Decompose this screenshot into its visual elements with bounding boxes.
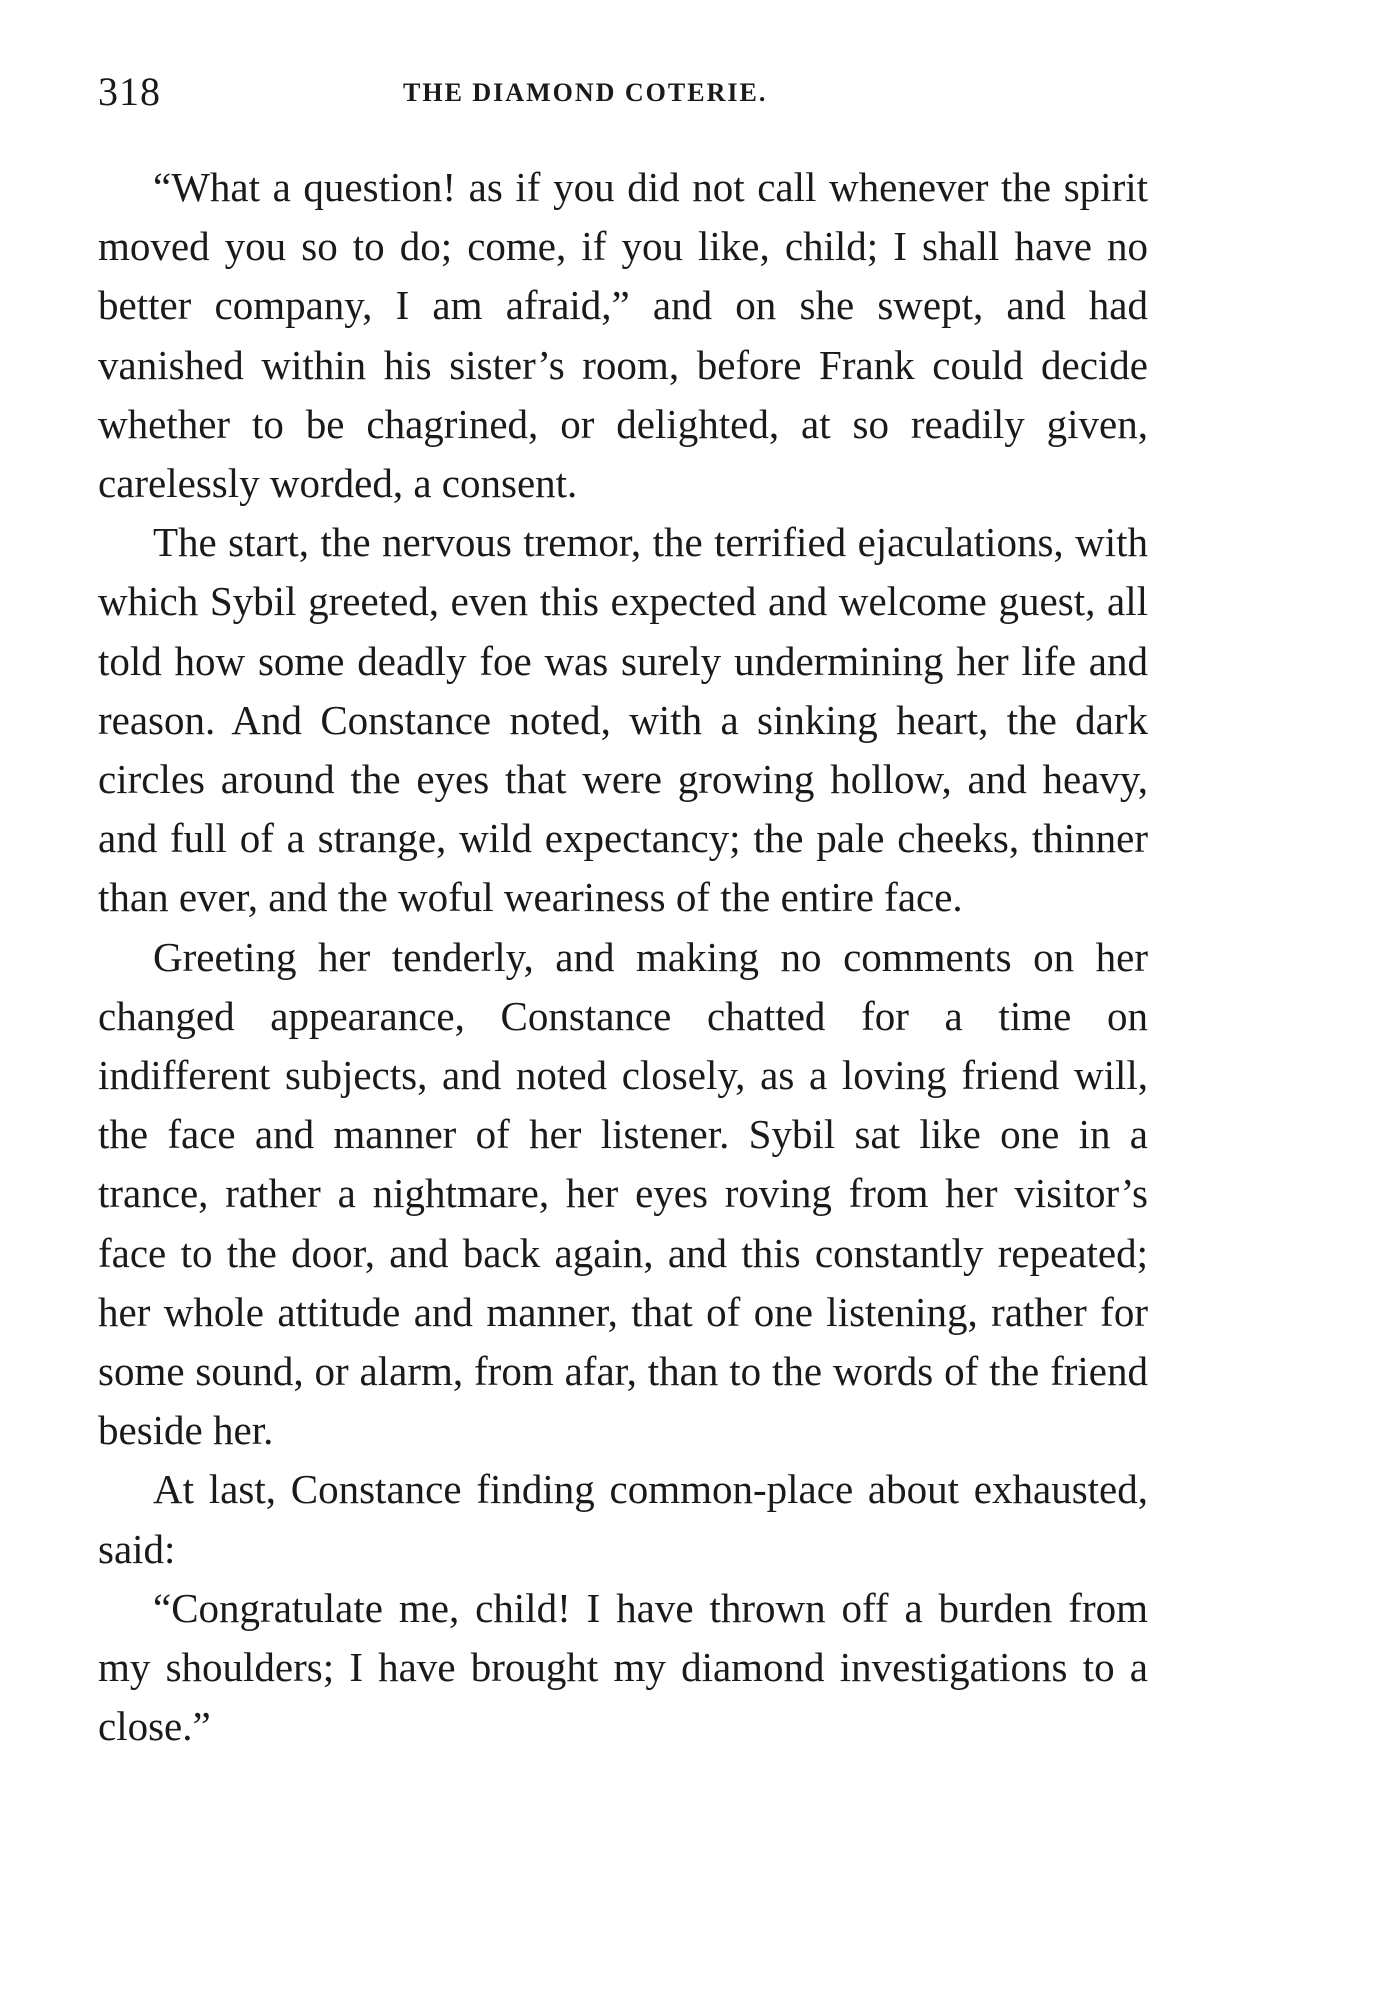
body-text	[98, 158, 1148, 1756]
paragraph: At last, Constance finding common-place about exhausted, said:	[98, 1466, 1148, 1572]
paragraph: “Congratulate me, child! I have thrown off a burden from my shoulders; I have brought my diamond investigations to a close.”	[98, 1584, 1148, 1750]
paragraph: Greeting her tenderly, and making no comments on her changed appearance, Constance chatted for a time on indifferent subjects, and noted closely, as a loving friend will, the face and manner of her listener. Sybil sat like one in a trance, rather a nightmare, her eyes roving from her visitor’s face to the door, and back again, and this constantly repeated; her whole attitude and manner, that of one listening, rather for some sound, or alarm, from afar, than to the words of the friend beside her.	[98, 933, 1148, 1454]
paragraph: The start, the nervous tremor, the terrified ejaculations, with which Sybil greeted, even this expected and welcome guest, all told how some deadly foe was surely undermining her life and reason. And Constance noted, with a sinking heart, the dark circles around the eyes that were growing hollow, and heavy, and full of a strange, wild expectancy; the pale cheeks, thinner than ever, and the woful weariness of the entire face.	[98, 519, 1148, 921]
running-head	[98, 68, 1147, 120]
page-number: 318	[98, 69, 161, 114]
paragraph: “What a question! as if you did not call whenever the spirit moved you so to do; come, if you like, child; I shall have no better company, I am afraid,” and on she swept, and had vanished within his sister’s room, before Frank could decide whether to be chagrined, or delighted, at so readily given, carelessly worded, a consent.	[98, 164, 1148, 507]
running-title: THE DIAMOND COTERIE.	[403, 78, 768, 107]
